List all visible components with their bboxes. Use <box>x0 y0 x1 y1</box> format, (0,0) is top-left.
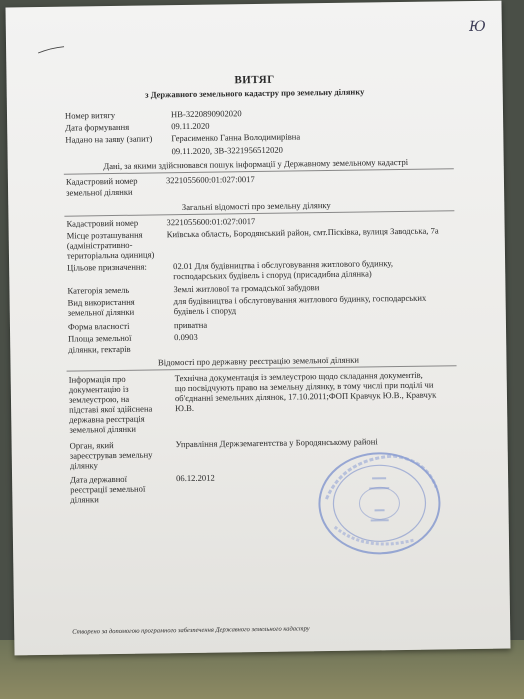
usage-value-line-2: будівель і споруд <box>173 305 237 317</box>
requester-name: Герасименко Ганна Володимирівна <box>171 131 301 144</box>
usage-label-2: земельної ділянки <box>67 306 135 318</box>
doc-label-6: земельної ділянки <box>69 423 136 435</box>
area-label-1: Площа земельної <box>68 332 132 344</box>
doc-value-line-1: Технічна документація із землеустрою щодо складання документів, <box>174 369 423 384</box>
doc-value-line-4: Ю.В. <box>175 402 195 414</box>
search-cadastral-label-2: земельної ділянки <box>66 186 133 198</box>
request-reference: 09.11.2020, ЗВ-3221956512020 <box>171 144 284 157</box>
formation-date-value: 09.11.2020 <box>171 120 210 132</box>
search-cadastral-number: 3221055600:01:027:0017 <box>165 174 255 186</box>
general-cadastral-number: 3221055600:01:027:0017 <box>166 216 256 228</box>
location-label-2: (адміністративно- <box>66 239 133 251</box>
handwritten-corner-mark: Ю <box>468 18 486 36</box>
doc-label-4: підставі якої здійснена <box>69 403 153 415</box>
official-stamp <box>314 447 446 559</box>
registration-section-heading: Відомості про державну реєстрацію земельної ділянки <box>157 354 360 368</box>
registration-date-value: 06.12.2012 <box>176 472 215 484</box>
formation-date-label: Дата формування <box>65 121 130 133</box>
pen-mark <box>36 45 66 55</box>
category-row <box>9 280 505 296</box>
document-sheet <box>6 1 511 656</box>
extract-number-value: НВ-3220890902020 <box>170 108 242 120</box>
usage-label-1: Вид використання <box>67 296 135 308</box>
doc-label-2: документацію із <box>68 383 129 395</box>
document-title: ВИТЯГ <box>234 73 275 87</box>
purpose-value-line-2: господарських будівель і споруд (присадибна ділянка) <box>173 268 372 282</box>
search-cadastral-label-1: Кадастровий номер <box>65 175 138 187</box>
general-cadastral-label: Кадастровий номер <box>66 217 139 229</box>
category-label: Категорія земель <box>67 284 130 296</box>
doc-label-1: Інформація про <box>68 373 126 385</box>
authority-label-1: Орган, який <box>69 440 114 451</box>
doc-label-5: державна реєстрація <box>69 413 145 425</box>
ownership-label: Форма власності <box>67 320 130 332</box>
authority-value: Управління Держземагентства у Бородянському районі <box>175 436 378 450</box>
reg-date-label-1: Дата державної <box>70 473 128 485</box>
footer-note: Створено за допомогою програмного забезпечення Державного земельного кадастру <box>72 625 310 636</box>
extract-number-row <box>7 105 503 121</box>
doc-value-line-2: що посвідчують право на земельну ділянку, в тому числі при поділі чи <box>174 379 434 394</box>
purpose-value-line-1: 02.01 Для будівництва і обслуговування житлового будинку, <box>173 258 394 272</box>
doc-value-line-3: об'єднанні земельних ділянок, 17.10.2011;ФОП Кравчук Ю.В., Кравчук <box>174 389 437 404</box>
usage-value-line-1: для будівництва і обслуговування житлового будинку, господарських <box>173 292 427 307</box>
extract-number-label: Номер витягу <box>64 109 116 121</box>
reg-date-label-3: ділянки <box>70 494 99 505</box>
ownership-value: приватна <box>173 319 208 331</box>
area-value: 0.0903 <box>174 331 198 343</box>
location-label-3: територіальна одиниця) <box>66 249 155 261</box>
location-value: Київська область, Бородянський район, смт.Пісківка, вулиця Заводська, 7а <box>166 225 439 240</box>
authority-label-3: ділянку <box>69 460 98 471</box>
doc-label-3: землеустрою, на <box>68 393 130 405</box>
location-label-1: Місце розташування <box>66 229 143 241</box>
purpose-label: Цільове призначення: <box>67 261 147 273</box>
request-label: Надано на заяву (запит) <box>65 133 153 145</box>
reg-date-label-2: реєстрації земельної <box>70 483 146 495</box>
area-label-2: ділянки, гектарів <box>68 343 131 355</box>
authority-row <box>12 435 508 451</box>
category-value: Землі житлової та громадської забудови <box>173 282 320 295</box>
general-section-heading: Загальні відомості про земельну ділянку <box>181 199 331 213</box>
search-section-heading: Дані, за якими здійснювався пошук інформації у Державному земельному кадастрі <box>103 156 409 172</box>
authority-label-2: зареєстрував земельну <box>69 449 153 461</box>
document-subtitle: з Державного земельного кадастру про земельну ділянку <box>145 86 365 100</box>
